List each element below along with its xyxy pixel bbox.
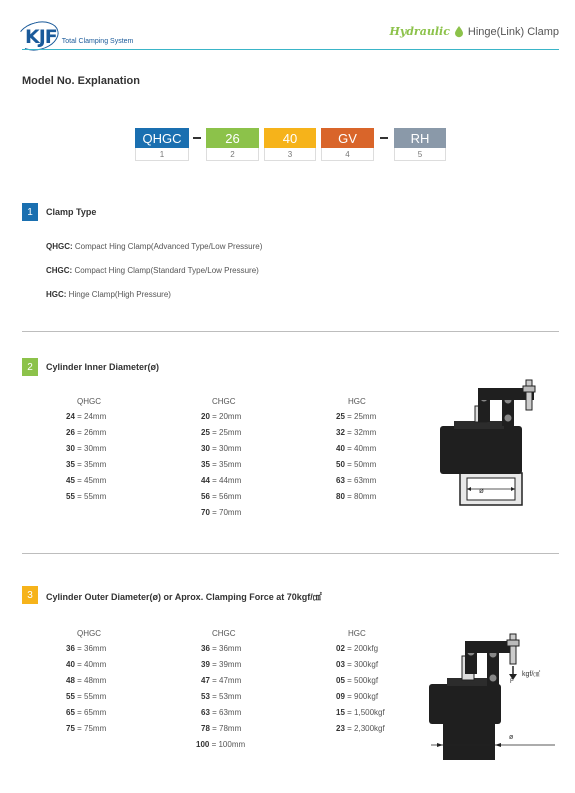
list-item: 50 = 50mm	[336, 460, 377, 469]
column-head: CHGC	[212, 397, 236, 406]
list-item: 30 = 30mm	[66, 444, 107, 453]
clamp-type-line	[46, 290, 171, 299]
list-item: 15 = 1,500kgf	[336, 708, 385, 717]
page-title: Model No. Explanation	[22, 75, 140, 87]
list-item: 25 = 25mm	[201, 428, 242, 437]
force-symbol: F	[510, 679, 514, 685]
list-item: 35 = 35mm	[66, 460, 107, 469]
list-item: 40 = 40mm	[66, 660, 107, 669]
list-item: 56 = 56mm	[201, 492, 242, 501]
model-code-index: 2	[206, 148, 259, 161]
list-item: 48 = 48mm	[66, 676, 107, 685]
column-head: HGC	[348, 629, 366, 638]
list-item: 36 = 36mm	[201, 644, 242, 653]
brand-logo	[22, 22, 133, 48]
logo-subtitle: Total Clamping System	[61, 38, 134, 45]
list-item: 20 = 20mm	[201, 412, 242, 421]
list-item: 39 = 39mm	[201, 660, 242, 669]
diameter-column-hgc	[336, 397, 376, 508]
list-item: 47 = 47mm	[201, 676, 242, 685]
section-title: Clamp Type	[46, 207, 97, 217]
section-divider	[22, 331, 559, 332]
list-item: 23 = 2,300kgf	[336, 724, 385, 733]
model-code-segment-5	[394, 128, 446, 161]
section-number-badge: 1	[22, 203, 38, 221]
model-code-index: 1	[135, 148, 189, 161]
list-item: 70 = 70mm	[201, 508, 242, 517]
section-divider	[22, 553, 559, 554]
list-item: 55 = 55mm	[66, 692, 107, 701]
list-item: 65 = 65mm	[66, 708, 107, 717]
diameter-column-chgc	[201, 397, 241, 524]
outer-diameter-column-chgc	[196, 629, 246, 756]
list-item: 26 = 26mm	[66, 428, 107, 437]
model-code-box: 40	[264, 128, 316, 148]
outer-diameter-column-qhgc	[66, 629, 106, 740]
model-code-dash	[380, 137, 388, 139]
list-item: 05 = 500kgf	[336, 676, 379, 685]
column-head: CHGC	[212, 629, 236, 638]
section-number-badge: 3	[22, 586, 38, 604]
logo-mark: KJF	[22, 26, 60, 48]
model-code-index: 3	[264, 148, 316, 161]
clamp-type-line	[46, 242, 262, 251]
clamping-force-column-hgc	[336, 629, 385, 740]
column-head: HGC	[348, 397, 366, 406]
clamp-outer-diameter-diagram	[425, 632, 560, 764]
list-item: 40 = 40mm	[336, 444, 377, 453]
model-code-dash	[193, 137, 201, 139]
model-code-segment-1	[135, 128, 189, 161]
list-item: 53 = 53mm	[201, 692, 242, 701]
model-code-index: 5	[394, 148, 446, 161]
model-code-box: 26	[206, 128, 259, 148]
list-item: 75 = 75mm	[66, 724, 107, 733]
clamp-type-code: CHGC:	[46, 266, 73, 275]
list-item: 44 = 44mm	[201, 476, 242, 485]
category-label: Hydraulic	[389, 25, 450, 38]
list-item: 24 = 24mm	[66, 412, 107, 421]
column-head: QHGC	[77, 397, 101, 406]
list-item: 80 = 80mm	[336, 492, 377, 501]
list-item: 45 = 45mm	[66, 476, 107, 485]
model-code-box: QHGC	[135, 128, 189, 148]
clamp-inner-diameter-diagram	[430, 378, 555, 513]
list-item: 02 = 200kfg	[336, 644, 379, 653]
list-item: 30 = 30mm	[201, 444, 242, 453]
diameter-symbol: ø	[479, 486, 484, 495]
section-title: Cylinder Outer Diameter(ø) or Aprox. Clamping Force at 70kgf/㎠	[46, 592, 322, 602]
list-item: 32 = 32mm	[336, 428, 377, 437]
list-item: 63 = 63mm	[336, 476, 377, 485]
list-item: 09 = 900kgf	[336, 692, 379, 701]
column-head: QHGC	[77, 629, 101, 638]
list-item: 25 = 25mm	[336, 412, 377, 421]
list-item: 63 = 63mm	[201, 708, 242, 717]
diameter-column-qhgc	[66, 397, 106, 508]
oil-drop-icon	[455, 26, 463, 37]
diameter-symbol: ø	[509, 734, 514, 741]
list-item: 55 = 55mm	[66, 492, 107, 501]
clamp-type-code: QHGC:	[46, 242, 73, 251]
list-item: 03 = 300kgf	[336, 660, 379, 669]
model-code-segment-4	[321, 128, 374, 161]
list-item: 35 = 35mm	[201, 460, 242, 469]
list-item: 78 = 78mm	[201, 724, 242, 733]
model-code-box: GV	[321, 128, 374, 148]
model-code-box: RH	[394, 128, 446, 148]
model-code-index: 4	[321, 148, 374, 161]
product-title: Hinge(Link) Clamp	[467, 25, 559, 38]
clamp-type-desc: Compact Hing Clamp(Advanced Type/Low Pressure)	[72, 242, 263, 251]
header-divider	[22, 49, 559, 50]
clamp-type-line	[46, 266, 259, 275]
list-item: 100 = 100mm	[196, 740, 246, 749]
clamp-type-desc: Hinge Clamp(High Pressure)	[66, 290, 171, 299]
clamp-type-code: HGC:	[46, 290, 67, 299]
clamp-type-desc: Compact Hing Clamp(Standard Type/Low Pressure)	[72, 266, 259, 275]
section-title: Cylinder Inner Diameter(ø)	[46, 362, 160, 372]
list-item: 36 = 36mm	[66, 644, 107, 653]
header-category	[389, 25, 559, 38]
model-code-segment-3	[264, 128, 316, 161]
model-code-segment-2	[206, 128, 259, 161]
section-number-badge: 2	[22, 358, 38, 376]
pressure-unit-label: kgf/㎠	[522, 671, 541, 678]
